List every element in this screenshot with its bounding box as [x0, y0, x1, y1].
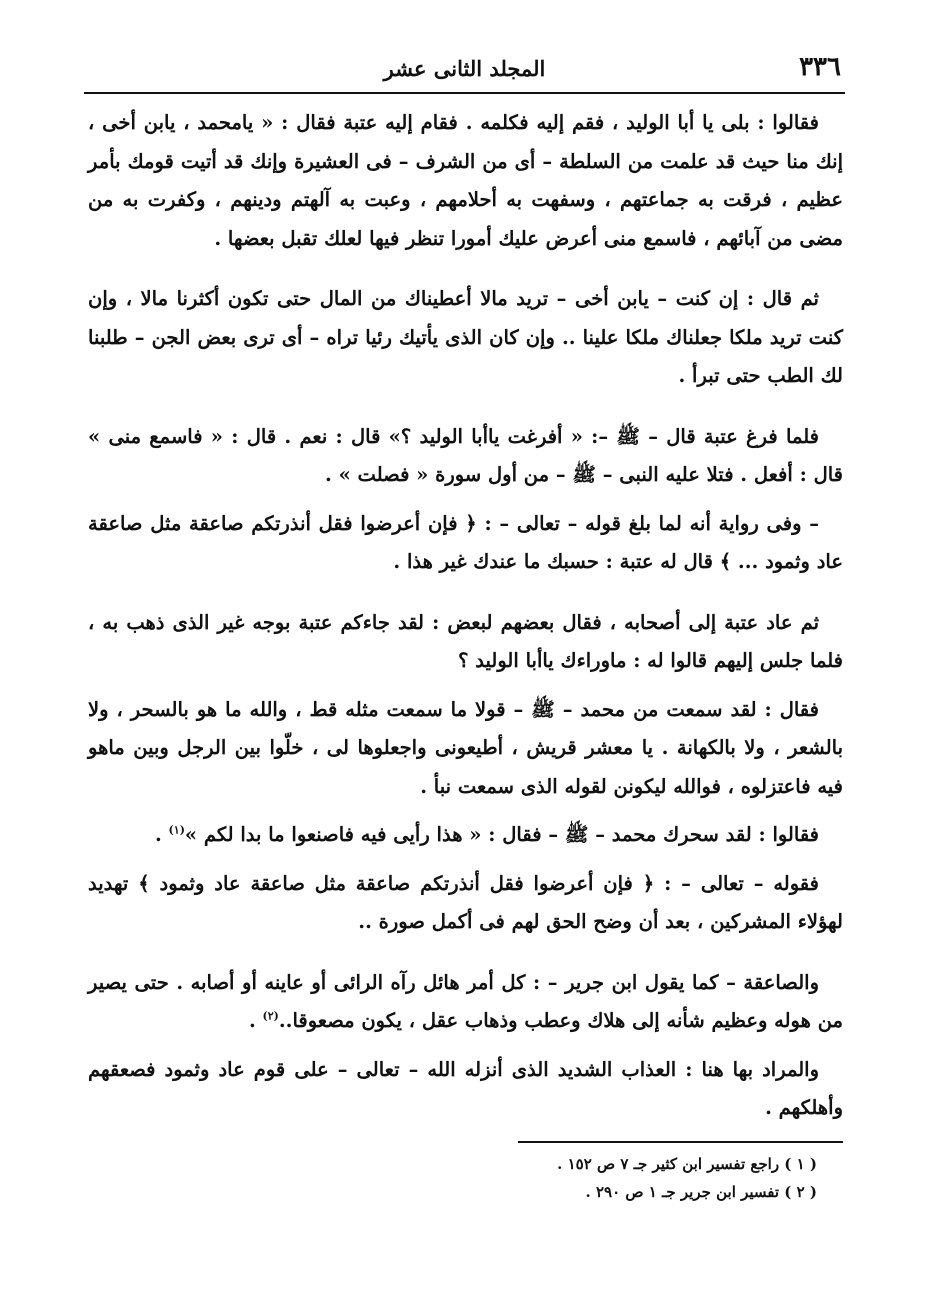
paragraph-8: فقوله – تعالى – : ﴿ فإن أعرضوا فقل أنذرتكم صاعقة مثل صاعقة عاد وثمود ﴾ تهديد لهؤلاء المشركين ، بعد أن وضح الحق لهم فى أكمل صورة .. [88, 871, 843, 933]
footnote-1: ( ١ ) راجع تفسير ابن كثير جـ ٧ ص ١٥٢ . [557, 1155, 817, 1173]
paragraph-7: فقالوا : لقد سحرك محمد – ﷺ – فقال : « هذا رأيى فيه فاصنعوا ما بدا لكم »$^{(١)}$ . [154, 823, 819, 846]
paragraph-6: فقال : لقد سمعت من محمد – ﷺ – قولا ما سمعت مثله قط ، والله ما هو بالسحر ، ولا بالشعر ، ولا بالكهانة . يا معشر قريش ، أطيعونى واجعلوها لى ، خلّوا بين الرجل وبين ماهو فيه فاعتزلوه ، فوالله ليكونن لقوله الذى سمعت نبأ . [88, 697, 843, 798]
paragraph-1: فقالوا : بلى يا أبا الوليد ، فقم إليه فكلمه . فقام إليه عتبة فقال : « يامحمد ، يابن أخى ، إنك منا حيث قد علمت من السلطة – أى من الشرف – فى العشيرة وإنك قد أتيت قومك بأمر عظيم ، فرقت به جماعتهم ، وسفهت به أحلامهم ، وعبت به آلهتم ودينهم ، وكفرت به من مضى من آبائهم ، فاسمع منى أعرض عليك أمورا تنظر فيها لعلك تقبل بعضها . [88, 111, 843, 250]
running-title: المجلد الثانى عشر [383, 56, 546, 81]
main-text [88, 104, 843, 1138]
footnote-2: ( ٢ ) تفسير ابن جرير جـ ١ ص ٢٩٠ . [585, 1183, 817, 1201]
paragraph-5: ثم عاد عتبة إلى أصحابه ، فقال بعضهم لبعض : لقد جاءكم عتبة بوجه غير الذى ذهب به ، فلما جلس إليهم قالوا له : ماوراءك ياأبا الوليد ؟ [88, 610, 843, 672]
paragraph-2: ثم قال : إن كنت – يابن أخى – تريد مالا أعطيناك من المال حتى تكون أكثرنا مالا ، وإن كنت تريد ملكا جعلناك ملكا علينا .. وإن كان الذى يأتيك رئيا تراه – أى ترى بعض الجن – طلبنا لك الطب حتى تبرأ . [88, 287, 843, 387]
paragraph-9: والصاعقة – كما يقول ابن جرير – : كل أمر هائل رآه الرائى أو عاينه أو أصابه . حتى يصير من هوله وعظيم شأنه إلى هلاك وعطب وذهاب عقل ، يكون مصعوقا..$^{(٢)}$ . [88, 970, 843, 1032]
page-number: ٣٣٦ [799, 52, 841, 82]
paragraph-7-text: فقالوا : لقد سحرك محمد – ﷺ – فقال : « هذا رأيى فيه فاصنعوا ما بدا لكم » [184, 823, 819, 846]
paragraph-9-text: والصاعقة – كما يقول ابن جرير – : كل أمر هائل رآه الرائى أو عاينه أو أصابه . حتى يصير من هوله وعظيم شأنه إلى هلاك وعطب وذهاب عقل ، يكون مصعوقا.. [88, 970, 843, 1032]
paragraph-3: فلما فرغ عتبة قال – ﷺ –: « أفرغت ياأبا الوليد ؟» قال : نعم . قال : « فاسمع منى » قال : أفعل . فتلا عليه النبى – ﷺ – من أول سورة « فصلت » . [88, 424, 843, 486]
header-divider [84, 92, 845, 94]
paragraph-4: – وفى رواية أنه لما بلغ قوله – تعالى – : ﴿ فإن أعرضوا فقل أنذرتكم صاعقة مثل صاعقة عاد وثمود ... ﴾ قال له عتبة : حسبك ما عندك غير هذا . [88, 511, 843, 573]
paragraph-10: والمراد بها هنا : العذاب الشديد الذى أنزله الله – تعالى – على قوم عاد وثمود فصعقهم وأهلكهم . [88, 1057, 843, 1119]
page-header [88, 52, 841, 92]
footnote-marker-2: (٢) [262, 1009, 279, 1023]
footnote-marker-1: (١) [168, 823, 185, 837]
footnote-divider [518, 1141, 843, 1143]
footnotes [200, 1150, 817, 1206]
